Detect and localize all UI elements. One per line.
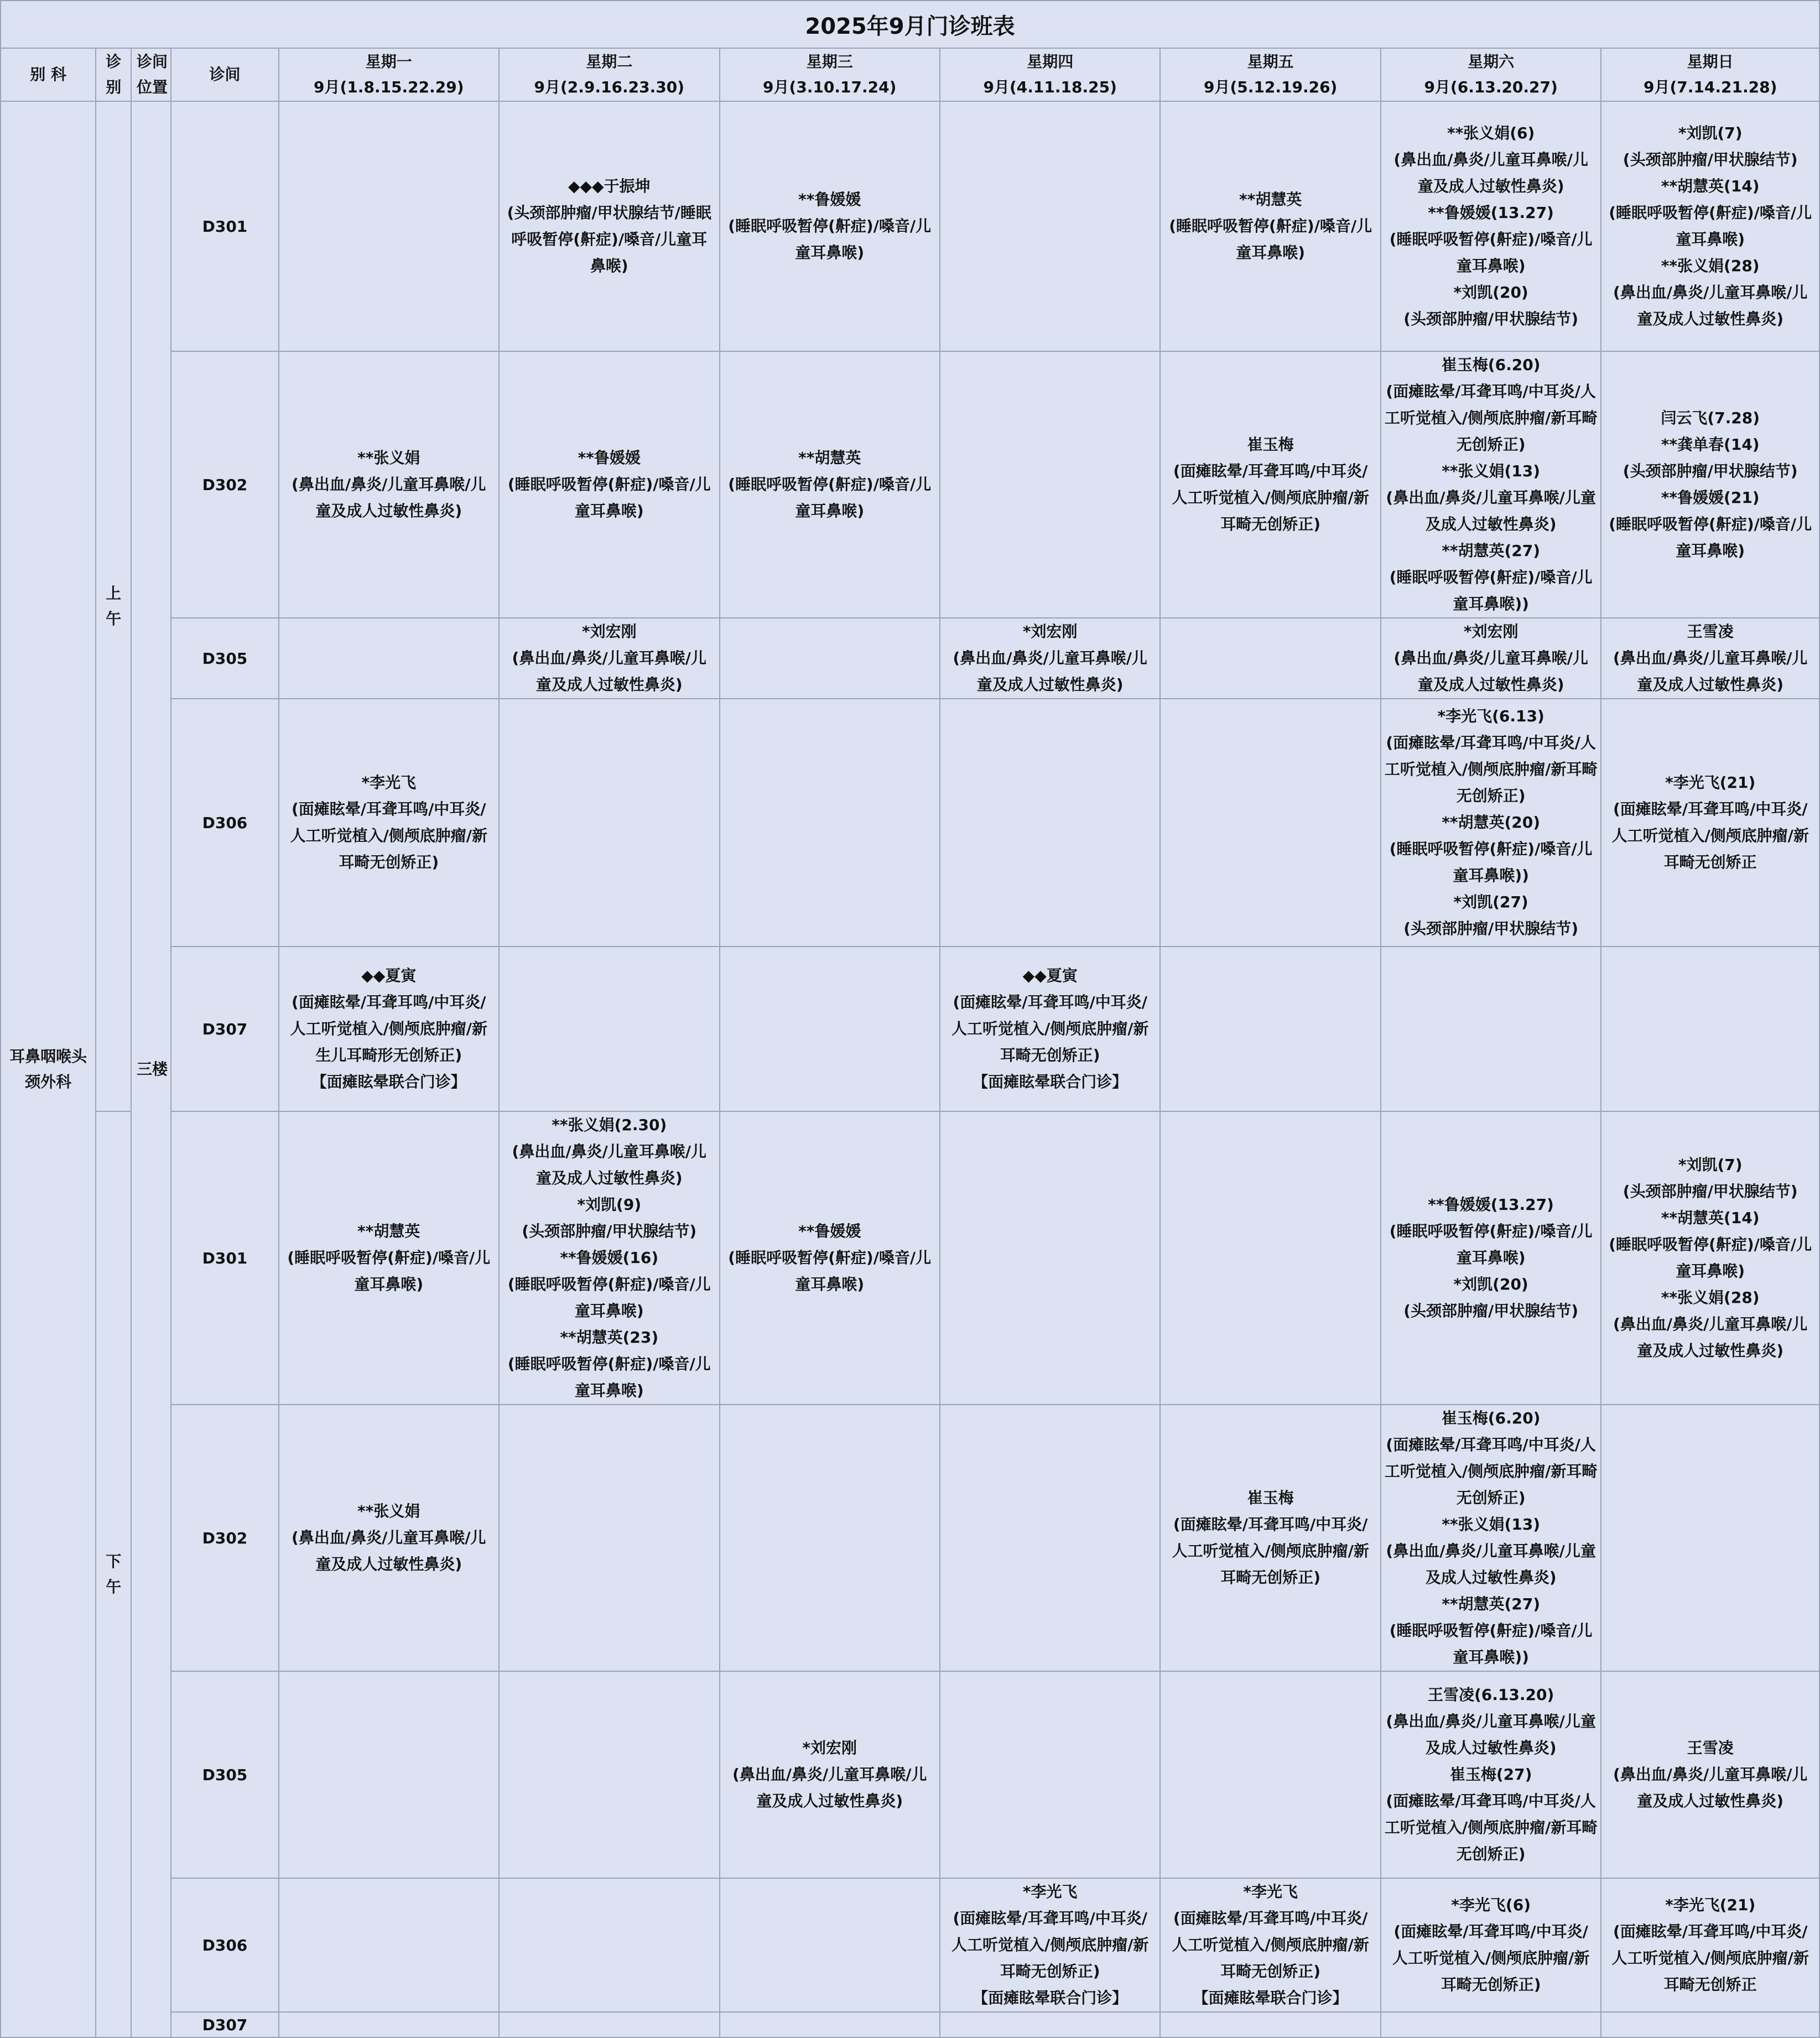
doctor-entry-line: 工听觉植入/侧颅底肿瘤/新耳畸 <box>1384 1462 1598 1480</box>
header-day-3 <box>720 48 940 101</box>
schedule-cell <box>1381 947 1601 1111</box>
schedule-cell <box>499 351 719 618</box>
doctor-entry-line: 【面瘫眩晕联合门诊】 <box>973 1989 1128 2007</box>
doctor-entry-line: (面瘫眩晕/耳聋耳鸣/中耳炎/人 <box>1386 382 1596 401</box>
schedule-cell <box>499 1405 719 1671</box>
doctor-entry-line: 耳畸无创矫正) <box>1000 1962 1100 1980</box>
schedule-cell <box>1160 2012 1380 2037</box>
table-row <box>1 1111 1819 1405</box>
doctor-entry-line: 耳畸无创矫正 <box>1663 853 1757 871</box>
doctor-entry-line: 闫云飞(7.28) <box>1661 409 1760 427</box>
doctor-entry-line: (睡眠呼吸暂停(鼾症)/嗓音/儿 <box>1389 840 1593 858</box>
doctor-entry-line: (鼻出血/鼻炎/儿童耳鼻喉/儿 <box>512 1142 706 1161</box>
doctor-entry-line: 童耳鼻喉) <box>795 1275 865 1293</box>
header-day-2 <box>499 48 719 101</box>
schedule-cell <box>720 1671 940 1878</box>
doctor-entry-line: *刘凯(7) <box>1678 124 1743 142</box>
doctor-entry-line: 【面瘫眩晕联合门诊】 <box>973 1073 1128 1091</box>
schedule-cell <box>279 1878 499 2012</box>
day-name: 星期日 <box>1687 53 1734 71</box>
table-row <box>1 947 1819 1111</box>
schedule-cell <box>279 947 499 1111</box>
doctor-entry-line: 人工听觉植入/侧颅底肿瘤/新 <box>290 1020 488 1038</box>
doctor-entry-line: 工听觉植入/侧颅底肿瘤/新耳畸 <box>1384 409 1598 427</box>
schedule-cell <box>1160 1878 1380 2012</box>
schedule-cell <box>1601 947 1819 1111</box>
day-dates: 9月(4.11.18.25) <box>983 78 1117 96</box>
schedule-cell <box>720 1878 940 2012</box>
schedule-cell <box>279 351 499 618</box>
doctor-entry-line: (面瘫眩晕/耳聋耳鸣/中耳炎/ <box>1613 1922 1808 1941</box>
room-number: D302 <box>171 1405 278 1671</box>
header-day-7 <box>1601 48 1819 101</box>
doctor-entry-line: 童耳鼻喉) <box>354 1275 424 1293</box>
doctor-entry-line: (头颈部肿瘤/甲状腺结节) <box>1403 919 1579 938</box>
day-name: 星期五 <box>1247 53 1294 71</box>
doctor-entry-line: **胡慧英 <box>798 449 861 467</box>
doctor-entry-line: 耳畸无创矫正) <box>1220 515 1321 533</box>
schedule-cell <box>940 351 1160 618</box>
schedule-cell <box>499 2012 719 2037</box>
doctor-entry-line: *李光飞(6) <box>1451 1896 1531 1914</box>
doctor-entry-line: (鼻出血/鼻炎/儿童耳鼻喉/儿童 <box>1386 1542 1596 1560</box>
doctor-entry-line: *李光飞 <box>1022 1883 1078 1901</box>
schedule-cell <box>279 2012 499 2037</box>
day-dates: 9月(3.10.17.24) <box>763 78 897 96</box>
doctor-entry-line: 人工听觉植入/侧颅底肿瘤/新 <box>1172 1542 1369 1560</box>
doctor-entry-line: 呼吸暂停(鼾症)/嗓音/儿童耳 <box>511 230 708 248</box>
doctor-entry-line: 人工听觉植入/侧颅底肿瘤/新 <box>290 826 488 845</box>
doctor-entry-line: 人工听觉植入/侧颅底肿瘤/新 <box>951 1020 1149 1038</box>
room-number: D301 <box>171 1111 278 1405</box>
doctor-entry-line: (睡眠呼吸暂停(鼾症)/嗓音/儿 <box>1609 1235 1812 1254</box>
doctor-entry-line: (头颈部肿瘤/甲状腺结节) <box>1403 310 1579 328</box>
doctor-entry-line: 童及成人过敏性鼻炎) <box>535 1169 683 1187</box>
doctor-entry-line: *李光飞(21) <box>1665 1896 1756 1914</box>
schedule-cell <box>1381 351 1601 618</box>
doctor-entry-line: *刘宏刚 <box>1463 622 1519 641</box>
doctor-entry-line: **胡慧英(27) <box>1442 542 1541 560</box>
doctor-entry-line: (鼻出血/鼻炎/儿童耳鼻喉/儿童 <box>1386 1712 1596 1730</box>
schedule-cell <box>279 101 499 351</box>
doctor-entry-line: (睡眠呼吸暂停(鼾症)/嗓音/儿 <box>507 475 711 493</box>
doctor-entry-line: (鼻出血/鼻炎/儿童耳鼻喉/儿 <box>1613 283 1808 301</box>
doctor-entry-line: (面瘫眩晕/耳聋耳鸣/中耳炎/ <box>953 1909 1147 1927</box>
doctor-entry-line: 童耳鼻喉)) <box>1453 1648 1529 1666</box>
doctor-entry-line: (睡眠呼吸暂停(鼾症)/嗓音/儿 <box>1389 1222 1593 1240</box>
period-afternoon: 下午 <box>96 1111 131 2037</box>
doctor-entry-line: 童及成人过敏性鼻炎) <box>1637 310 1784 328</box>
table-row <box>1 1405 1819 1671</box>
schedule-cell <box>720 947 940 1111</box>
doctor-entry-line: 工听觉植入/侧颅底肿瘤/新耳畸 <box>1384 1818 1598 1837</box>
doctor-entry-line: 童耳鼻喉) <box>574 502 644 520</box>
doctor-entry-line: *刘宏刚 <box>581 622 637 641</box>
schedule-cell <box>499 101 719 351</box>
doctor-entry-line: (鼻出血/鼻炎/儿童耳鼻喉/儿 <box>1393 150 1588 169</box>
doctor-entry-line: 人工听觉植入/侧颅底肿瘤/新 <box>1172 1936 1369 1954</box>
schedule-cell <box>1160 699 1380 947</box>
schedule-cell <box>1381 618 1601 699</box>
doctor-entry-line: **鲁媛媛 <box>798 1222 861 1240</box>
day-name: 星期六 <box>1468 53 1515 71</box>
doctor-entry-line: ◆◆夏寅 <box>361 966 417 985</box>
doctor-entry-line: 童及成人过敏性鼻炎) <box>976 675 1124 694</box>
doctor-entry-line: 耳畸无创矫正) <box>1000 1046 1100 1064</box>
doctor-entry-line: (面瘫眩晕/耳聋耳鸣/中耳炎/ <box>953 993 1147 1011</box>
doctor-entry-line: **胡慧英(14) <box>1661 1209 1760 1227</box>
doctor-entry-line: *李光飞(6.13) <box>1437 707 1545 725</box>
doctor-entry-line: **鲁媛媛 <box>798 190 861 209</box>
schedule-cell <box>1601 699 1819 947</box>
doctor-entry-line: **胡慧英 <box>357 1222 420 1240</box>
room-number: D305 <box>171 618 278 699</box>
doctor-entry-line: 童及成人过敏性鼻炎) <box>315 502 462 520</box>
doctor-entry-line: 及成人过敏性鼻炎) <box>1425 515 1557 533</box>
doctor-entry-line: (睡眠呼吸暂停(鼾症)/嗓音/儿 <box>1609 515 1812 533</box>
schedule-cell <box>1160 1111 1380 1405</box>
page-title: 2025年9月门诊班表 <box>1 1 1819 48</box>
doctor-entry-line: (睡眠呼吸暂停(鼾症)/嗓音/儿 <box>728 1249 932 1267</box>
doctor-entry-line: 崔玉梅 <box>1247 435 1294 454</box>
room-number: D301 <box>171 101 278 351</box>
schedule-cell <box>279 699 499 947</box>
doctor-entry-line: (鼻出血/鼻炎/儿童耳鼻喉/儿 <box>292 1528 486 1547</box>
doctor-entry-line: *刘凯(9) <box>577 1195 642 1214</box>
schedule-cell <box>1601 351 1819 618</box>
doctor-entry-line: *刘凯(20) <box>1453 1275 1528 1293</box>
doctor-entry-line: **龚单春(14) <box>1661 435 1760 454</box>
day-dates: 9月(6.13.20.27) <box>1424 78 1558 96</box>
day-dates: 9月(2.9.16.23.30) <box>534 78 684 96</box>
schedule-cell <box>720 101 940 351</box>
table-row <box>1 618 1819 699</box>
room-number: D306 <box>171 1878 278 2012</box>
doctor-entry-line: (睡眠呼吸暂停(鼾症)/嗓音/儿 <box>287 1249 491 1267</box>
doctor-entry-line: **鲁媛媛(21) <box>1661 488 1760 507</box>
day-name: 星期一 <box>365 53 412 71</box>
doctor-entry-line: 工听觉植入/侧颅底肿瘤/新耳畸 <box>1384 760 1598 778</box>
doctor-entry-line: *李光飞 <box>361 773 417 792</box>
doctor-entry-line: (睡眠呼吸暂停(鼾症)/嗓音/儿 <box>1389 1621 1593 1640</box>
doctor-entry-line: **鲁媛媛(13.27) <box>1428 1195 1554 1214</box>
doctor-entry-line: 童耳鼻喉) <box>1676 542 1745 560</box>
header-day-1 <box>279 48 499 101</box>
schedule-cell <box>940 699 1160 947</box>
doctor-entry-line: *刘凯(27) <box>1453 893 1528 911</box>
header-day-5 <box>1160 48 1380 101</box>
schedule-cell <box>1601 2012 1819 2037</box>
doctor-entry-line: **胡慧英(14) <box>1661 177 1760 195</box>
doctor-entry-line: (面瘫眩晕/耳聋耳鸣/中耳炎/人 <box>1386 1792 1596 1810</box>
schedule-cell <box>499 1878 719 2012</box>
doctor-entry-line: 无创矫正) <box>1456 1489 1526 1507</box>
room-number: D306 <box>171 699 278 947</box>
schedule-cell <box>940 1405 1160 1671</box>
schedule-cell <box>940 1111 1160 1405</box>
doctor-entry-line: *刘宏刚 <box>802 1739 857 1757</box>
doctor-entry-line: 耳畸无创矫正) <box>1220 1962 1321 1980</box>
doctor-entry-line: 童耳鼻喉) <box>1676 1262 1745 1280</box>
schedule-cell <box>720 1405 940 1671</box>
schedule-cell <box>499 1671 719 1878</box>
schedule-cell <box>499 618 719 699</box>
doctor-entry-line: 人工听觉植入/侧颅底肿瘤/新 <box>1392 1949 1590 1967</box>
doctor-entry-line: **胡慧英(27) <box>1442 1595 1541 1613</box>
schedule-cell <box>1381 2012 1601 2037</box>
header-period: 诊别 <box>96 48 131 101</box>
doctor-entry-line: 童耳鼻喉) <box>1456 1249 1526 1267</box>
doctor-entry-line: (鼻出血/鼻炎/儿童耳鼻喉/儿 <box>1613 1315 1808 1333</box>
doctor-entry-line: 及成人过敏性鼻炎) <box>1425 1568 1557 1587</box>
schedule-cell <box>720 351 940 618</box>
day-dates: 9月(1.8.15.22.29) <box>314 78 464 96</box>
doctor-entry-line: 童耳鼻喉)) <box>1453 866 1529 885</box>
schedule-cell <box>1601 1111 1819 1405</box>
doctor-entry-line: 生儿耳畸形无创矫正) <box>315 1046 462 1064</box>
schedule-cell <box>1160 1405 1380 1671</box>
doctor-entry-line: (鼻出血/鼻炎/儿童耳鼻喉/儿 <box>1393 649 1588 667</box>
doctor-entry-line: (睡眠呼吸暂停(鼾症)/嗓音/儿 <box>1389 568 1593 586</box>
doctor-entry-line: (面瘫眩晕/耳聋耳鸣/中耳炎/ <box>1173 1909 1368 1927</box>
header-day-6 <box>1381 48 1601 101</box>
doctor-entry-line: 童及成人过敏性鼻炎) <box>756 1792 903 1810</box>
table-row <box>1 1671 1819 1878</box>
room-number: D307 <box>171 947 278 1111</box>
doctor-entry-line: 鼻喉) <box>590 257 628 275</box>
schedule-cell <box>1381 1111 1601 1405</box>
doctor-entry-line: 童耳鼻喉) <box>574 1302 644 1320</box>
doctor-entry-line: 王雪凌 <box>1687 1739 1734 1757</box>
doctor-entry-line: (睡眠呼吸暂停(鼾症)/嗓音/儿 <box>1609 204 1812 222</box>
doctor-entry-line: 人工听觉植入/侧颅底肿瘤/新 <box>1172 488 1369 507</box>
doctor-entry-line: (面瘫眩晕/耳聋耳鸣/中耳炎/ <box>1393 1922 1588 1941</box>
doctor-entry-line: 童耳鼻喉)) <box>1453 595 1529 613</box>
doctor-entry-line: (鼻出血/鼻炎/儿童耳鼻喉/儿 <box>1613 1765 1808 1784</box>
schedule-cell <box>1160 351 1380 618</box>
schedule-cell <box>720 618 940 699</box>
schedule-cell <box>279 1671 499 1878</box>
doctor-entry-line: (头颈部肿瘤/甲状腺结节) <box>1623 462 1798 480</box>
doctor-entry-line: (鼻出血/鼻炎/儿童耳鼻喉/儿 <box>1613 649 1808 667</box>
doctor-entry-line: (鼻出血/鼻炎/儿童耳鼻喉/儿童 <box>1386 488 1596 507</box>
doctor-entry-line: **张义娟 <box>357 449 420 467</box>
schedule-cell <box>1601 618 1819 699</box>
doctor-entry-line: (鼻出血/鼻炎/儿童耳鼻喉/儿 <box>512 649 706 667</box>
room-number: D305 <box>171 1671 278 1878</box>
schedule-cell <box>1160 1671 1380 1878</box>
doctor-entry-line: 耳畸无创矫正 <box>1663 1975 1757 1994</box>
schedule-cell <box>940 618 1160 699</box>
doctor-entry-line: *刘凯(20) <box>1453 283 1528 301</box>
doctor-entry-line: 童及成人过敏性鼻炎) <box>1637 675 1784 694</box>
schedule-cell <box>1601 1671 1819 1878</box>
schedule-cell <box>940 947 1160 1111</box>
doctor-entry-line: (面瘫眩晕/耳聋耳鸣/中耳炎/ <box>1173 1515 1368 1533</box>
table-row <box>1 1878 1819 2012</box>
schedule-cell <box>1160 618 1380 699</box>
doctor-entry-line: 童及成人过敏性鼻炎) <box>1637 1792 1784 1810</box>
doctor-entry-line: 童及成人过敏性鼻炎) <box>535 675 683 694</box>
doctor-entry-line: 王雪凌 <box>1687 622 1734 641</box>
doctor-entry-line: 崔玉梅(6.20) <box>1441 356 1541 374</box>
schedule-cell <box>940 1671 1160 1878</box>
day-name: 星期四 <box>1027 53 1074 71</box>
doctor-entry-line: *刘凯(7) <box>1678 1156 1743 1174</box>
doctor-entry-line: **张义娟 <box>357 1502 420 1520</box>
department-name: 耳鼻咽喉头颈外科 <box>1 101 96 2037</box>
doctor-entry-line: 【面瘫眩晕联合门诊】 <box>311 1073 466 1091</box>
doctor-entry-line: **胡慧英(20) <box>1442 813 1541 831</box>
doctor-entry-line: 童及成人过敏性鼻炎) <box>315 1555 462 1573</box>
schedule-cell <box>1160 101 1380 351</box>
period-morning: 上午 <box>96 101 131 1111</box>
schedule-cell <box>940 2012 1160 2037</box>
schedule-cell <box>940 101 1160 351</box>
doctor-entry-line: 童耳鼻喉) <box>1676 230 1745 248</box>
doctor-entry-line: 童及成人过敏性鼻炎) <box>1417 675 1564 694</box>
doctor-entry-line: 耳畸无创矫正) <box>1441 1975 1541 1994</box>
doctor-entry-line: (头颈部肿瘤/甲状腺结节/睡眠 <box>507 204 711 222</box>
doctor-entry-line: 童耳鼻喉) <box>1456 257 1526 275</box>
doctor-entry-line: (睡眠呼吸暂停(鼾症)/嗓音/儿 <box>507 1355 711 1373</box>
doctor-entry-line: (睡眠呼吸暂停(鼾症)/嗓音/儿 <box>507 1275 711 1293</box>
doctor-entry-line: 无创矫正) <box>1456 435 1526 454</box>
doctor-entry-line: **鲁媛媛 <box>578 449 641 467</box>
doctor-entry-line: (头颈部肿瘤/甲状腺结节) <box>1403 1302 1579 1320</box>
table-row <box>1 2012 1819 2037</box>
doctor-entry-line: **张义娟(13) <box>1442 1515 1541 1533</box>
schedule-cell <box>1160 947 1380 1111</box>
schedule-cell <box>720 699 940 947</box>
doctor-entry-line: ◆◆◆于振坤 <box>568 177 651 195</box>
doctor-entry-line: 王雪凌(6.13.20) <box>1428 1686 1554 1704</box>
doctor-entry-line: (头颈部肿瘤/甲状腺结节) <box>1623 150 1798 169</box>
doctor-entry-line: **张义娟(6) <box>1447 124 1535 142</box>
room-number: D307 <box>171 2012 278 2037</box>
doctor-entry-line: ◆◆夏寅 <box>1022 966 1078 985</box>
doctor-entry-line: **胡慧英 <box>1239 190 1302 209</box>
schedule-cell <box>499 1111 719 1405</box>
doctor-entry-line: (面瘫眩晕/耳聋耳鸣/中耳炎/ <box>292 800 486 818</box>
doctor-entry-line: (头颈部肿瘤/甲状腺结节) <box>522 1222 697 1240</box>
doctor-entry-line: (鼻出血/鼻炎/儿童耳鼻喉/儿 <box>732 1765 927 1784</box>
schedule-cell <box>279 1405 499 1671</box>
doctor-entry-line: (睡眠呼吸暂停(鼾症)/嗓音/儿 <box>1389 230 1593 248</box>
doctor-entry-line: 童及成人过敏性鼻炎) <box>1637 1342 1784 1360</box>
doctor-entry-line: *李光飞 <box>1243 1883 1298 1901</box>
room-number: D302 <box>171 351 278 618</box>
table-row <box>1 101 1819 351</box>
doctor-entry-line: 童耳鼻喉) <box>1236 243 1306 262</box>
schedule-cell <box>1601 1405 1819 1671</box>
doctor-entry-line: 无创矫正) <box>1456 1845 1526 1863</box>
doctor-entry-line: (鼻出血/鼻炎/儿童耳鼻喉/儿 <box>953 649 1147 667</box>
schedule-cell <box>279 1111 499 1405</box>
doctor-entry-line: *李光飞(21) <box>1665 773 1756 792</box>
day-dates: 9月(5.12.19.26) <box>1203 78 1338 96</box>
doctor-entry-line: 耳畸无创矫正) <box>1220 1568 1321 1587</box>
doctor-entry-line: 人工听觉植入/侧颅底肿瘤/新 <box>1611 1949 1809 1967</box>
header-floor: 诊间位置 <box>131 48 171 101</box>
schedule-cell <box>940 1878 1160 2012</box>
header-day-4 <box>940 48 1160 101</box>
schedule-cell <box>720 2012 940 2037</box>
table-row <box>1 351 1819 618</box>
doctor-entry-line: (头颈部肿瘤/甲状腺结节) <box>1623 1182 1798 1200</box>
schedule-cell <box>1381 699 1601 947</box>
header-room: 诊间 <box>171 48 278 101</box>
schedule-cell <box>1381 101 1601 351</box>
doctor-entry-line: 无创矫正) <box>1456 787 1526 805</box>
doctor-entry-line: **张义娟(13) <box>1442 462 1541 480</box>
schedule-cell <box>1381 1878 1601 2012</box>
doctor-entry-line: 及成人过敏性鼻炎) <box>1425 1739 1557 1757</box>
doctor-entry-line: (睡眠呼吸暂停(鼾症)/嗓音/儿 <box>728 217 932 235</box>
doctor-entry-line: 人工听觉植入/侧颅底肿瘤/新 <box>951 1936 1149 1954</box>
schedule-cell <box>499 947 719 1111</box>
doctor-entry-line: (面瘫眩晕/耳聋耳鸣/中耳炎/ <box>292 993 486 1011</box>
doctor-entry-line: (面瘫眩晕/耳聋耳鸣/中耳炎/ <box>1173 462 1368 480</box>
doctor-entry-line: 人工听觉植入/侧颅底肿瘤/新 <box>1611 826 1809 845</box>
day-dates: 9月(7.14.21.28) <box>1644 78 1777 96</box>
doctor-entry-line: 崔玉梅(27) <box>1449 1765 1532 1784</box>
schedule-cell <box>279 618 499 699</box>
day-name: 星期三 <box>806 53 853 71</box>
doctor-entry-line: 童耳鼻喉) <box>574 1381 644 1400</box>
doctor-entry-line: (面瘫眩晕/耳聋耳鸣/中耳炎/人 <box>1386 734 1596 752</box>
floor-location: 三楼 <box>131 101 171 2037</box>
doctor-entry-line: 耳畸无创矫正) <box>339 853 439 871</box>
doctor-entry-line: (面瘫眩晕/耳聋耳鸣/中耳炎/人 <box>1386 1436 1596 1454</box>
doctor-entry-line: (面瘫眩晕/耳聋耳鸣/中耳炎/ <box>1613 800 1808 818</box>
doctor-entry-line: 崔玉梅 <box>1247 1489 1294 1507</box>
doctor-entry-line: **鲁媛媛(16) <box>560 1249 659 1267</box>
doctor-entry-line: **鲁媛媛(13.27) <box>1428 204 1554 222</box>
table-row <box>1 699 1819 947</box>
doctor-entry-line: 童及成人过敏性鼻炎) <box>1417 177 1564 195</box>
doctor-entry-line: **胡慧英(23) <box>560 1328 659 1346</box>
doctor-entry-line: **张义娟(2.30) <box>552 1116 667 1134</box>
doctor-entry-line: **张义娟(28) <box>1661 257 1760 275</box>
doctor-entry-line: *刘宏刚 <box>1022 622 1078 641</box>
doctor-entry-line: 【面瘫眩晕联合门诊】 <box>1193 1989 1348 2007</box>
schedule-cell <box>720 1111 940 1405</box>
day-name: 星期二 <box>586 53 633 71</box>
schedule-cell <box>499 699 719 947</box>
doctor-entry-line: 童耳鼻喉) <box>795 502 865 520</box>
doctor-entry-line: (睡眠呼吸暂停(鼾症)/嗓音/儿 <box>1169 217 1372 235</box>
doctor-entry-line: 童耳鼻喉) <box>795 243 865 262</box>
header-dept: 别 科 <box>1 48 96 101</box>
doctor-entry-line: (睡眠呼吸暂停(鼾症)/嗓音/儿 <box>728 475 932 493</box>
schedule-cell <box>1381 1671 1601 1878</box>
doctor-entry-line: **张义娟(28) <box>1661 1288 1760 1307</box>
schedule-cell <box>1601 1878 1819 2012</box>
doctor-entry-line: (鼻出血/鼻炎/儿童耳鼻喉/儿 <box>292 475 486 493</box>
schedule-cell <box>1381 1405 1601 1671</box>
schedule-cell <box>1601 101 1819 351</box>
doctor-entry-line: 崔玉梅(6.20) <box>1441 1409 1541 1427</box>
